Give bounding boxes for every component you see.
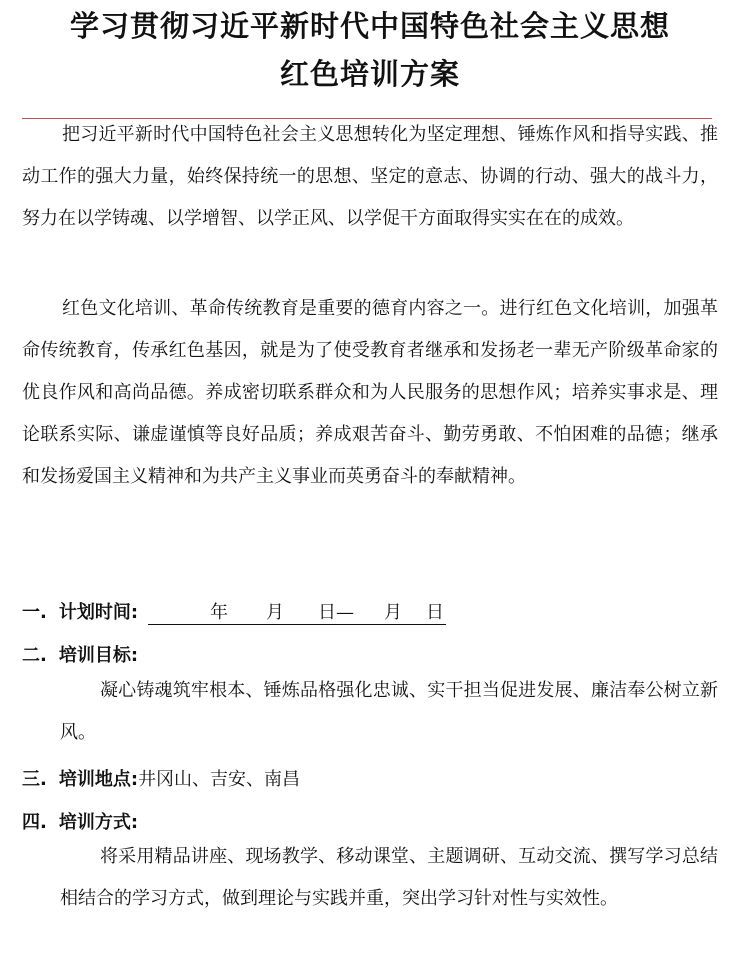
section-goals	[22, 641, 138, 671]
section-methods	[22, 808, 138, 838]
schedule-day-end: 日	[426, 602, 445, 623]
schedule-year: 年	[210, 602, 229, 623]
schedule-month-start: 月	[266, 602, 285, 623]
schedule-blank-line	[148, 598, 446, 625]
schedule-month-end: 月	[384, 602, 403, 623]
schedule-day-start: 日—	[318, 602, 355, 623]
section-location-value: 井冈山、吉安、南昌	[138, 769, 301, 790]
document-title-line1: 学习贯彻习近平新时代中国特色社会主义思想	[69, 9, 670, 43]
section-label: 培训目标:	[58, 645, 139, 666]
section-methods-body: 将采用精品讲座、现场教学、移动课堂、主题调研、互动交流、撰写学习总结相结合的学习方式，做到理论与实践并重，突出学习针对性与实效性。	[60, 846, 718, 909]
section-label: 培训方式:	[58, 812, 139, 833]
section-label: 计划时间:	[58, 602, 139, 623]
section-number: 三.	[22, 769, 47, 790]
intro-paragraph-1: 把习近平新时代中国特色社会主义思想转化为坚定理想、锤炼作风和指导实践、推动工作的强大力量，始终保持统一的思想、坚定的意志、协调的行动、强大的战斗力，努力在以学铸魂、以学增智、以学正风、以学促干方面取得实实在在的成效。	[22, 124, 718, 229]
section-schedule	[22, 598, 446, 628]
section-number: 二.	[22, 645, 47, 666]
intro-paragraph-2: 红色文化培训、革命传统教育是重要的德育内容之一。进行红色文化培训，加强革命传统教育，传承红色基因，就是为了使受教育者继承和发扬老一辈无产阶级革命家的优良作风和高尚品德。养成密切联系群众和为人民服务的思想作风；培养实事求是、理论联系实际、谦虚谨慎等良好品质；养成艰苦奋斗、勤劳勇敢、不怕困难的品德；继承和发扬爱国主义精神和为共产主义事业而英勇奋斗的奉献精神。	[22, 298, 718, 487]
section-number: 四.	[22, 812, 47, 833]
section-label: 培训地点:	[58, 769, 139, 790]
document-title-line2: 红色培训方案	[279, 57, 460, 91]
section-number: 一.	[22, 602, 47, 623]
section-location	[22, 765, 300, 795]
section-goals-body: 凝心铸魂筑牢根本、锤炼品格强化忠诚、实干担当促进发展、廉洁奉公树立新风。	[60, 680, 718, 743]
